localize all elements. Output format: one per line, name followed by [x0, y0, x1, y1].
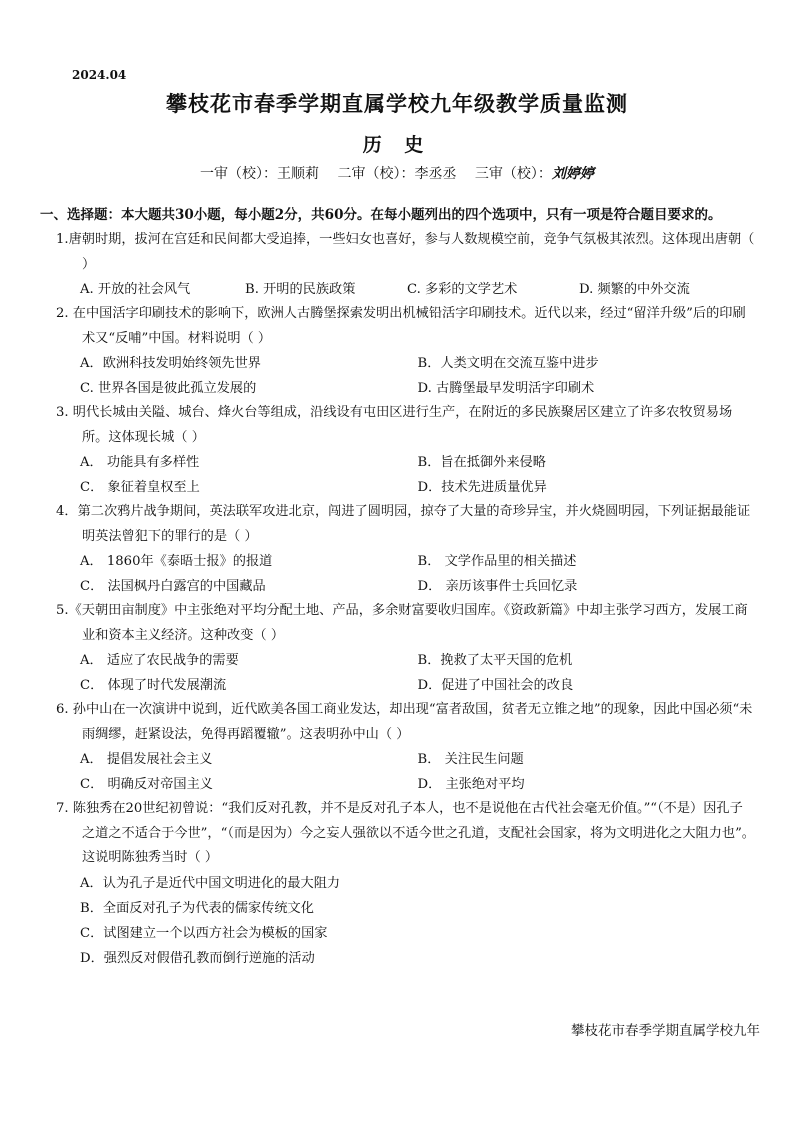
subject-title: 历 史: [362, 134, 432, 156]
question-1: [40, 228, 755, 302]
question-text: 5.《天朝田亩制度》中主张绝对平均分配土地、产品，多余财富要收归国库。《资政新篇》中却主张学习西方，发展工商业和资本主义经济。这种改变（ ）: [56, 603, 748, 643]
option-a: A．欧洲科技发明始终领先世界: [80, 356, 261, 371]
option-group: [40, 648, 755, 698]
third-reviewer-signature: 刘婷婷: [551, 166, 594, 182]
reviewer-line: [200, 163, 594, 183]
question-3: [40, 401, 755, 500]
question-text: 4．第二次鸦片战争期间，英法联军攻进北京，闯进了圆明园，掠夺了大量的奇珍异宝，并火烧圆明园，下列证据最能证明英法曾犯下的罪行的是（ ）: [56, 504, 751, 544]
question-4: [40, 500, 755, 599]
option-d: D．强烈反对假借孔教而倒行逆施的活动: [80, 950, 315, 966]
option-c: C．试图建立一个以西方社会为模板的国家: [80, 925, 328, 941]
option-c: C. 多彩的文学艺术: [407, 282, 518, 297]
option-a: A． 适应了农民战争的需要: [80, 653, 239, 668]
question-list: [40, 228, 755, 971]
option-b: B． 文学作品里的相关描述: [417, 554, 577, 569]
option-a: A． 1860年《泰晤士报》的报道: [80, 554, 273, 569]
section-heading: 一、选择题：本大题共30小题，每小题2分，共60分。在每小题列出的四个选项中，只有一项是符合题目要求的。: [40, 207, 722, 223]
exam-date: 2024.04: [72, 68, 127, 82]
question-text: 3. 明代长城由关隘、城台、烽火台等组成，沿线设有屯田区进行生产，在附近的多民族聚居区建立了许多农牧贸易场所。这体现长城（ ）: [56, 405, 733, 445]
option-d: D． 亲历该事件士兵回忆录: [417, 579, 578, 594]
option-a: A． 提倡发展社会主义: [80, 752, 213, 767]
question-2: [40, 302, 755, 401]
option-group: [40, 549, 755, 599]
question-text: 7. 陈独秀在20世纪初曾说：“我们反对孔教，并不是反对孔子本人，也不是说他在古代社会毫无价值。”“（不是）因孔子之道之不适合于今世”，“（而是因为）今之妄人强欲以不适今世之孔道，支配社会国家，将为文明进化之大阻力也”。这说明陈独秀当时（ ）: [56, 801, 755, 865]
option-group: [40, 747, 755, 797]
question-text: 1.唐朝时期，拔河在宫廷和民间都大受追捧，一些妇女也喜好，参与人数规模空前，竞争气氛极其浓烈。这体现出唐朝（ ）: [56, 232, 755, 272]
option-group: [40, 277, 755, 302]
question-6: [40, 698, 755, 797]
option-d: D. 频繁的中外交流: [579, 282, 690, 297]
option-d: D． 主张绝对平均: [417, 777, 525, 792]
option-group: [40, 450, 755, 500]
option-d: D. 古腾堡最早发明活字印刷术: [417, 381, 595, 396]
option-c: C. 世界各国是彼此孤立发展的: [80, 381, 257, 396]
option-group: [40, 351, 755, 401]
option-a: A. 开放的社会风气: [80, 282, 191, 297]
option-a: A． 功能具有多样性: [80, 455, 200, 470]
option-c: C． 明确反对帝国主义: [80, 777, 213, 792]
question-7: [40, 797, 755, 971]
option-b: B．人类文明在交流互鉴中进步: [417, 356, 599, 371]
option-c: C． 象征着皇权至上: [80, 480, 200, 495]
second-reviewer: 二审（校）：李丞丞: [337, 166, 457, 182]
third-reviewer-label: 三审（校）：: [474, 166, 552, 182]
question-5: [40, 599, 755, 698]
question-text: 2. 在中国活字印刷技术的影响下，欧洲人古腾堡探索发明出机械铅活字印刷技术。近代以来，经过“留洋升级”后的印刷术又“反哺”中国。材料说明（ ）: [56, 306, 746, 346]
option-b: B．全面反对孔子为代表的儒家传统文化: [80, 900, 314, 916]
option-a: A．认为孔子是近代中国文明进化的最大阻力: [80, 875, 341, 891]
page-footer: 攀枝花市春季学期直属学校九年: [571, 1023, 760, 1039]
option-d: D．技术先进质量优异: [417, 480, 547, 495]
option-d: D．促进了中国社会的改良: [417, 678, 574, 693]
option-c: C． 法国枫丹白露宫的中国藏品: [80, 579, 266, 594]
first-reviewer: 一审（校）：王顺莉: [200, 166, 319, 182]
option-b: B． 关注民生问题: [417, 752, 524, 767]
exam-title: 攀枝花市春季学期直属学校九年级教学质量监测: [166, 91, 628, 116]
option-b: B．旨在抵御外来侵略: [417, 455, 546, 470]
option-c: C． 体现了时代发展潮流: [80, 678, 227, 693]
option-b: B．挽救了太平天国的危机: [417, 653, 573, 668]
question-text: 6. 孙中山在一次演讲中说到，近代欧美各国工商业发达，却出现“富者敌国，贫者无立锥之地”的现象，因此中国必须“未雨绸缪，赶紧设法，免得再蹈覆辙”。这表明孙中山（ ）: [56, 702, 753, 742]
option-b: B. 开明的民族政策: [245, 282, 356, 297]
option-group: [40, 871, 755, 971]
